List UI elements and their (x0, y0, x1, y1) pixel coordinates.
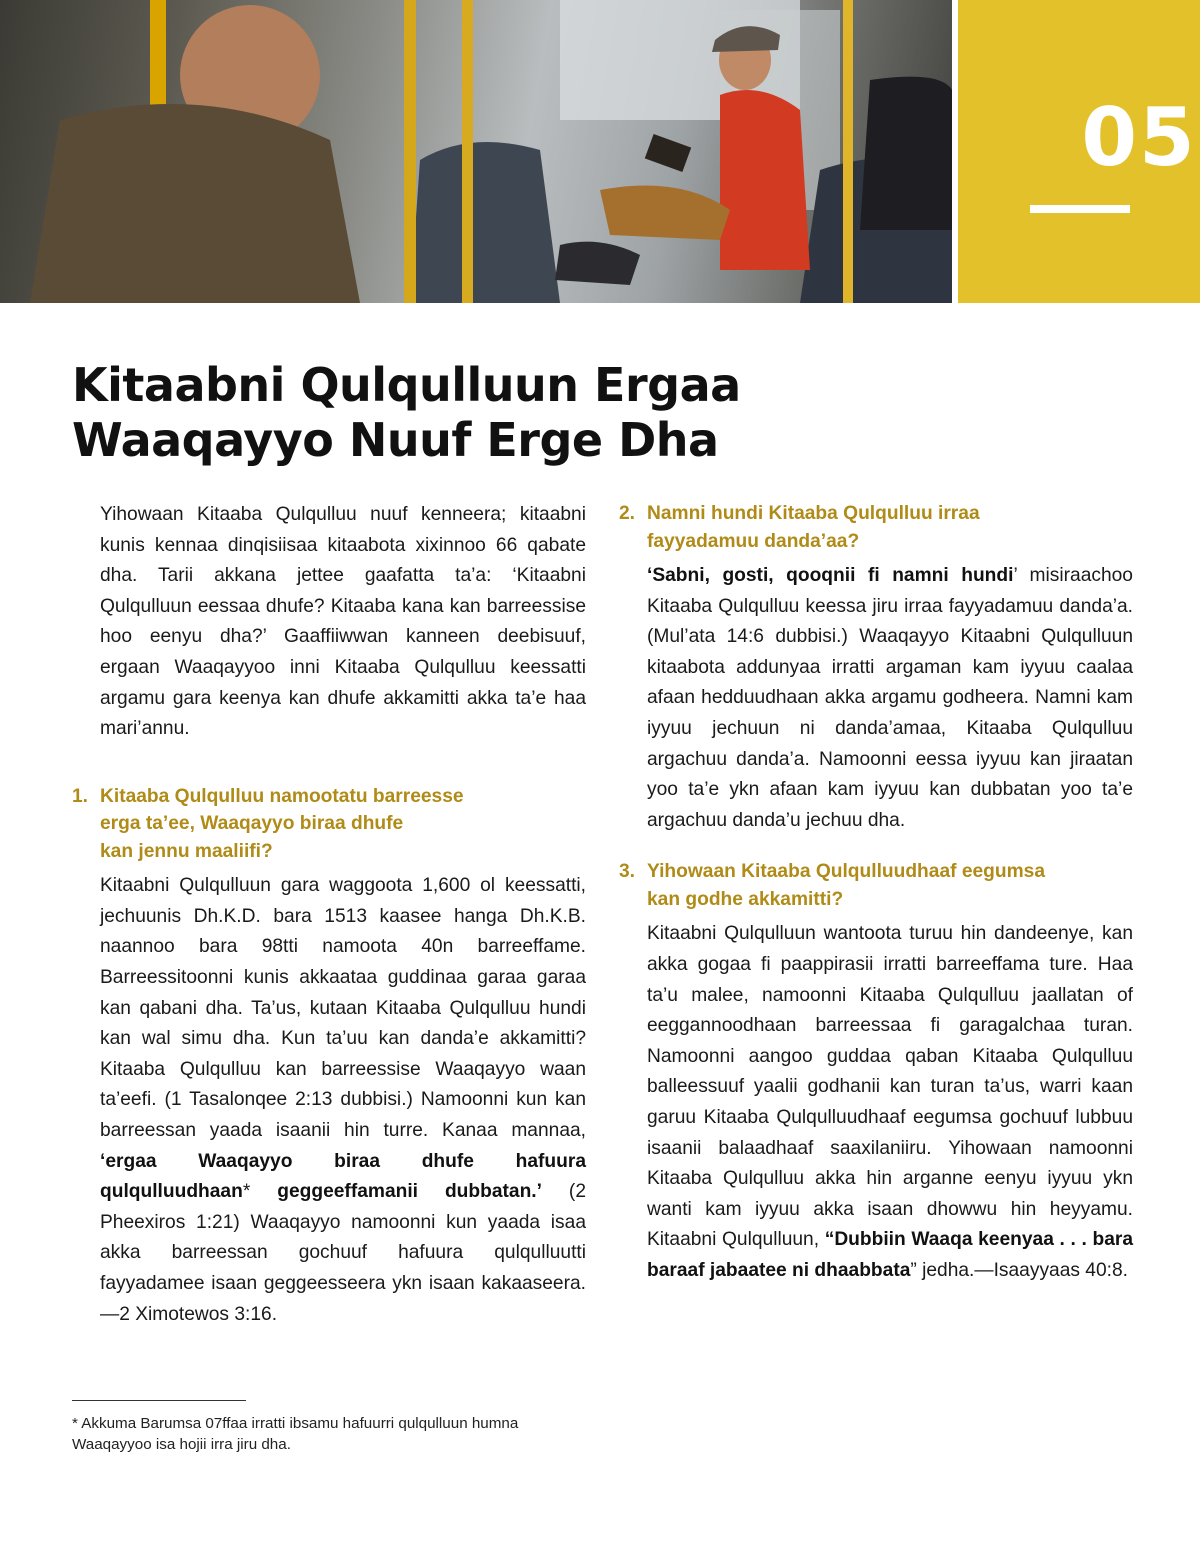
title-line-2: Waaqayyo Nuuf Erge Dha (72, 413, 719, 467)
intro-paragraph: Yihowaan Kitaaba Qulqulluu nuuf kenneera; kitaabni kunis kennaa dinqisiisaa kitaabota xixinnoo 66 qabate dha. Tarii akkana jettee gaafatta ta’a: ‘Kitaabni Qulqulluun eessaa dhufe? Kitaaba kana kan barreessise hoo eenyu dha?’ Gaaffiiwwan kanneen deebisuuf, ergaan Waaqayyoo inni Kitaaba Qulqulluu keessatti argamu gara keenya kan dhufe akkamitti akka ta’e haa mari’annu. (100, 504, 586, 740)
right-column (619, 500, 1133, 1286)
question-1-answer (100, 871, 586, 1330)
question-3-line-1: Yihowaan Kitaaba Qulqulluudhaaf eegumsa (647, 861, 1046, 883)
left-column (72, 500, 586, 1330)
question-1-line-3: kan jennu maaliifi? (100, 840, 273, 862)
q3-text-end: ” jedha.—Isaayyaas 40:8. (910, 1259, 1128, 1281)
question-1-heading (72, 783, 586, 866)
question-2-line-2: fayyadamuu danda’aa? (647, 530, 860, 552)
question-3-answer (647, 919, 1133, 1286)
question-2-heading (619, 500, 1133, 555)
question-1-number: 1. (72, 785, 89, 807)
question-1-line-2: erga ta’ee, Waaqayyo biraa dhufe (100, 813, 404, 835)
title-line-1: Kitaabni Qulqulluun Ergaa (72, 358, 741, 412)
chapter-number: 05 (1081, 91, 1197, 184)
q2-text: ’ misiraachoo Kitaaba Qulqulluu keessa jiru irraa fayyadamuu danda’a. (Mul’ata 14:6 dubbisi.) Waaqayyo Kitaabni Qulqulluun kitaabota addunyaa irratti argaman kam iyyuu caalaa afaan hedduudhaan akka argamu godheera. Namni kam iyyuu jechuun ni danda’amaa, Kitaaba Qulqulluu argachuu danda’a. Namoonni eessa iyyuu kan jiraatan yoo ta’e ykn afaan kam iyyuu kan dubbatan yoo ta’e argachuu danda’u jechuu dha. (647, 565, 1133, 831)
q3-bold: “Dubbiin Waaqa keenyaa . . . bara baraaf jabaatee ni dhaabbata (647, 1229, 1133, 1281)
footnote-divider (72, 1400, 246, 1401)
question-3-line-2: kan godhe akkamitti? (647, 888, 844, 910)
chapter-rule (1030, 205, 1130, 213)
q1-text-a: Kitaabni Qulqulluun gara waggoota 1,600 ol keessatti, jechuunis Dh.K.D. bara 1513 kaasee hanga Dh.K.B. naannoo bara 98tti namoota 40n barreeffame. Barreessitoonni kunis akkaataa guddinaa garaa garaa kan qabani dha. Ta’us, kutaan Kitaaba Qulqulluu hundi kan wal simu dha. Kun ta’uu kan danda’e akkamitti? Kitaaba Qulqulluu kan barreessise Waaqayyo waan ta’eefi. (1 Tasalonqee 2:13 dubbisi.) Namoonni kun kan barreessan yaada isaanii hin turre. Kanaa mannaa, (100, 875, 586, 1141)
q3-text: Kitaabni Qulqulluun wantoota turuu hin dandeenye, kan akka gogaa fi paappirasii irratti barreeffama ture. Haa ta’u malee, namoonni Kitaaba Qulqulluu jaallatan of eeggannoodhaan barreessaa fi garagalchaa turan. Namoonni aangoo guddaa qaban Kitaaba Qulqulluu balleessuuf yaalii godhanii kan turan ta’us, warri kaan garuu Kitaaba Qulqulluudhaaf eegumsa gochuuf lubbuu isaanii balaadhaaf saaxilaniiru. Yihowaan namoonni Kitaaba Qulqulluu akka hin arganne eenyu iyyuu ykn wanti kam iyyuu akka isaan dhowwu hin heyyamu. Kitaabni Qulqulluun, (647, 923, 1133, 1251)
q1-bold-2: geggeeffamanii dubbatan.’ (250, 1181, 542, 1203)
question-2-answer (647, 561, 1133, 836)
photo-illustration (0, 0, 952, 303)
question-3-heading (619, 858, 1133, 913)
footnote-marker[interactable]: * (242, 1181, 251, 1203)
q1-bold-1: ‘ergaa Waaqayyo biraa dhufe hafuura qulqulluudhaan (100, 1150, 586, 1203)
question-2-number: 2. (619, 503, 636, 524)
footnote: * Akkuma Barumsa 07ffaa irratti ibsamu hafuurri qulqulluun humna Waaqayyoo isa hojii irra jiru dha. (72, 1415, 519, 1453)
q2-bold: ‘Sabni, gosti, qooqnii fi namni hundi (647, 565, 1014, 586)
bus-reading-photo (0, 0, 952, 303)
question-1-line-1: Kitaaba Qulqulluu namootatu barreesse (100, 785, 464, 807)
page-title (72, 358, 872, 468)
q1-text-b: (2 Pheexiros 1:21) Waaqayyo namoonni kun yaada isaa akka barreessan gochuuf hafuura qulqulluutti fayyadamee isaan geggeesseera ykn isaan kakaaseera.—2 Ximotewos 3:16. (100, 1181, 586, 1325)
question-3-number: 3. (619, 861, 636, 883)
question-2-line-1: Namni hundi Kitaaba Qulqulluu irraa (647, 503, 980, 524)
